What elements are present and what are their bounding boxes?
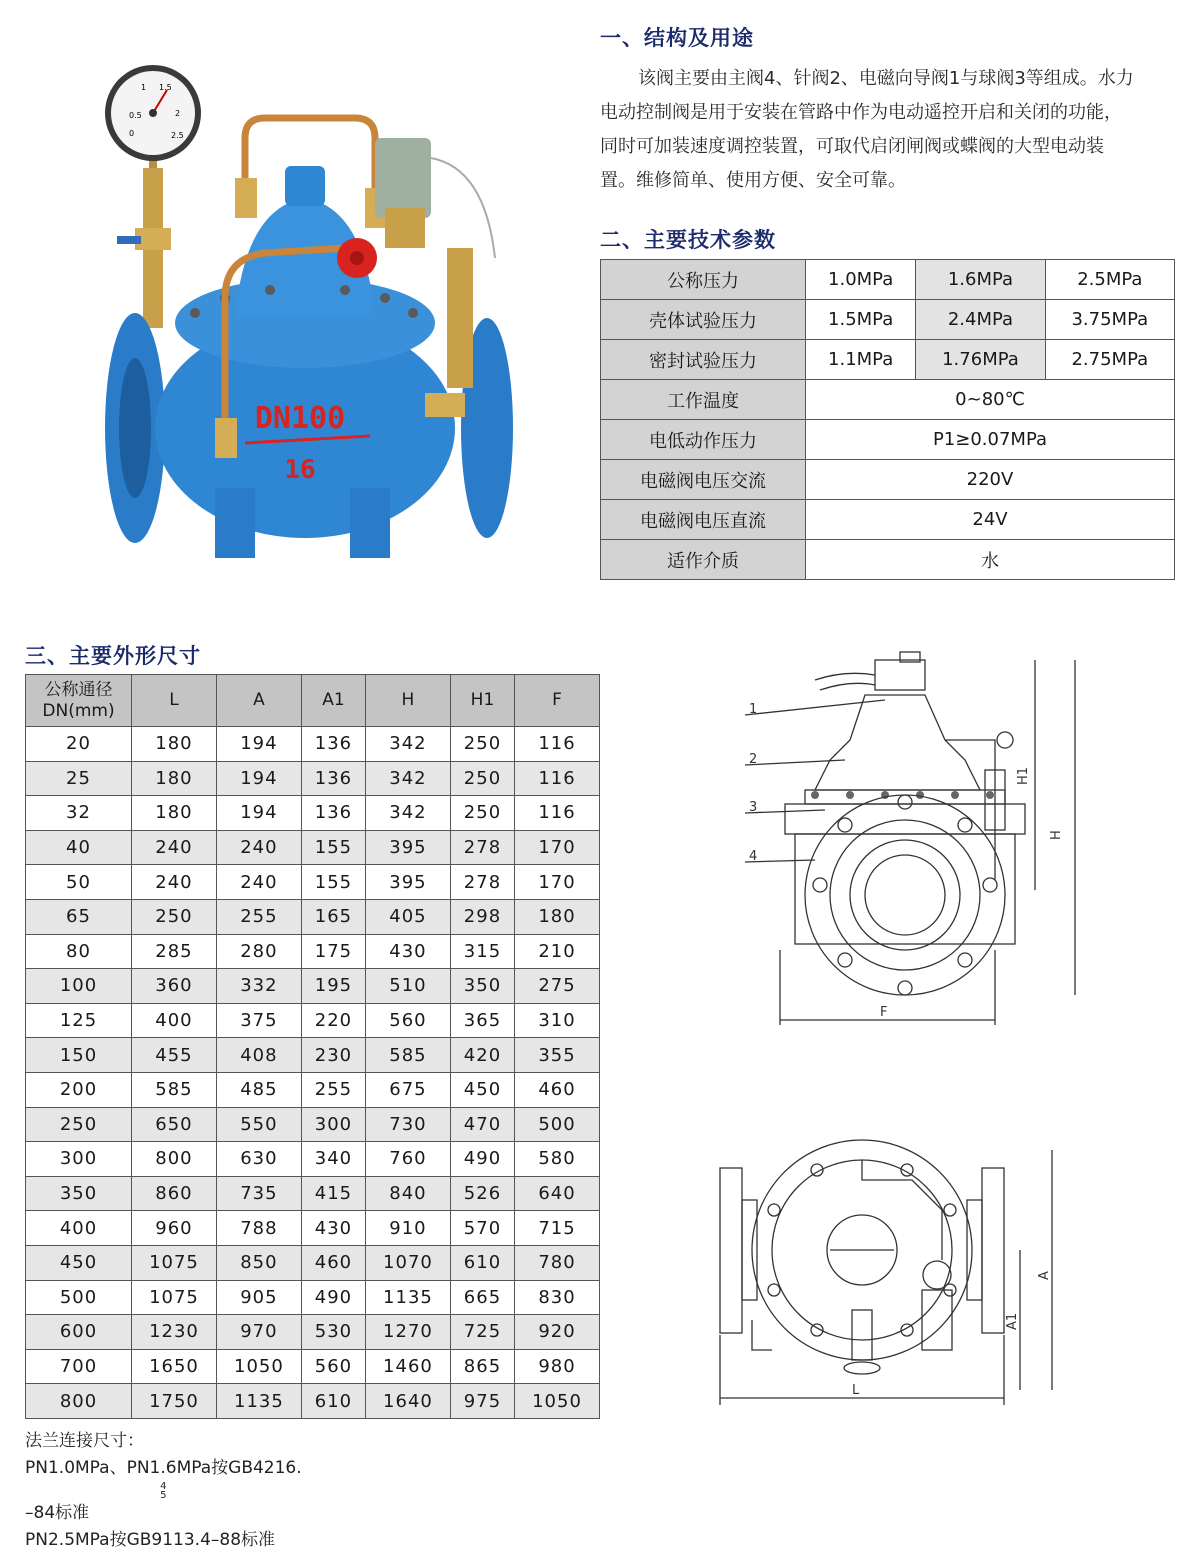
- table-header-row: [26, 675, 600, 727]
- casting-size-label: DN100: [254, 401, 346, 436]
- table-row: [601, 380, 1175, 420]
- table-cell: 450: [450, 1072, 514, 1107]
- svg-text:2.5: 2.5: [171, 131, 184, 140]
- table-cell: 水: [806, 540, 1175, 580]
- dn-cell: 350: [26, 1176, 132, 1211]
- table-cell: 342: [365, 761, 450, 796]
- table-cell: 910: [365, 1211, 450, 1246]
- dn-cell: 20: [26, 727, 132, 762]
- table-cell: 1650: [132, 1349, 217, 1384]
- table-row: [26, 1142, 600, 1177]
- table-cell: 220V: [806, 460, 1175, 500]
- dim-a: A: [1037, 1271, 1052, 1280]
- paragraph-line: 置。维修简单、使用方便、安全可靠。: [600, 170, 906, 191]
- valve-photo: [95, 58, 515, 568]
- header-dn-line2: DN(mm): [42, 700, 115, 721]
- callout-1: 1: [749, 702, 758, 717]
- table-cell: 250: [450, 796, 514, 831]
- row-label: 电磁阀电压直流: [601, 500, 806, 540]
- header-h: H: [365, 675, 450, 727]
- table-cell: 340: [301, 1142, 365, 1177]
- table-cell: 175: [301, 934, 365, 969]
- table-cell: 905: [216, 1280, 301, 1315]
- table-cell: 640: [515, 1176, 600, 1211]
- table-cell: 460: [515, 1072, 600, 1107]
- dn-cell: 80: [26, 934, 132, 969]
- table-cell: 570: [450, 1211, 514, 1246]
- dn-cell: 25: [26, 761, 132, 796]
- header-dn: [26, 675, 132, 727]
- table-cell: 255: [216, 899, 301, 934]
- dim-l: L: [852, 1383, 860, 1398]
- table-cell: 360: [132, 969, 217, 1004]
- table-cell: 310: [515, 1003, 600, 1038]
- table-cell: 180: [132, 796, 217, 831]
- table-cell: 1070: [365, 1245, 450, 1280]
- dn-cell: 100: [26, 969, 132, 1004]
- table-cell: 240: [216, 830, 301, 865]
- table-cell: 830: [515, 1280, 600, 1315]
- dn-cell: 200: [26, 1072, 132, 1107]
- table-cell: 155: [301, 865, 365, 900]
- svg-text:1.5: 1.5: [159, 83, 172, 92]
- table-row: [26, 727, 600, 762]
- dn-cell: 50: [26, 865, 132, 900]
- table-cell: 550: [216, 1107, 301, 1142]
- table-cell: 230: [301, 1038, 365, 1073]
- table-cell: 1460: [365, 1349, 450, 1384]
- row-label: 电低动作压力: [601, 420, 806, 460]
- table-cell: 24V: [806, 500, 1175, 540]
- table-cell: 116: [515, 761, 600, 796]
- table-cell: 116: [515, 727, 600, 762]
- table-cell: 250: [450, 761, 514, 796]
- table-cell: 800: [132, 1142, 217, 1177]
- table-cell: 580: [515, 1142, 600, 1177]
- row-label: 适作介质: [601, 540, 806, 580]
- table-cell: 332: [216, 969, 301, 1004]
- table-cell: 0~80℃: [806, 380, 1175, 420]
- callout-3: 3: [749, 800, 758, 815]
- table-cell: 980: [515, 1349, 600, 1384]
- callout-4: 4: [749, 849, 758, 864]
- table-row: [26, 1349, 600, 1384]
- table-row: [601, 300, 1175, 340]
- table-row: [601, 420, 1175, 460]
- table-cell: 500: [515, 1107, 600, 1142]
- table-row: [26, 865, 600, 900]
- front-elevation-drawing: [735, 650, 1090, 1030]
- table-cell: 1135: [216, 1384, 301, 1419]
- table-cell: 240: [216, 865, 301, 900]
- dn-cell: 65: [26, 899, 132, 934]
- table-cell: 136: [301, 727, 365, 762]
- table-cell: 1.1MPa: [806, 340, 916, 380]
- table-cell: 180: [515, 899, 600, 934]
- table-cell: 2.4MPa: [916, 300, 1045, 340]
- table-cell: 1050: [216, 1349, 301, 1384]
- table-cell: 395: [365, 830, 450, 865]
- dn-cell: 250: [26, 1107, 132, 1142]
- dn-cell: 500: [26, 1280, 132, 1315]
- table-cell: 780: [515, 1245, 600, 1280]
- table-cell: 530: [301, 1315, 365, 1350]
- table-cell: 1750: [132, 1384, 217, 1419]
- section3-title: 三、主要外形尺寸: [25, 644, 201, 668]
- table-cell: 350: [450, 969, 514, 1004]
- table-cell: 278: [450, 830, 514, 865]
- dn-cell: 800: [26, 1384, 132, 1419]
- table-row: [26, 1280, 600, 1315]
- table-row: [26, 796, 600, 831]
- table-cell: 840: [365, 1176, 450, 1211]
- header-h1: H1: [450, 675, 514, 727]
- table-cell: 1270: [365, 1315, 450, 1350]
- table-cell: 165: [301, 899, 365, 934]
- table-row: [26, 1038, 600, 1073]
- section1-title: 一、结构及用途: [600, 26, 754, 50]
- table-row: [26, 969, 600, 1004]
- table-cell: 610: [450, 1245, 514, 1280]
- table-row: [26, 830, 600, 865]
- table-cell: 170: [515, 865, 600, 900]
- table-cell: 220: [301, 1003, 365, 1038]
- dn-cell: 700: [26, 1349, 132, 1384]
- table-cell: 610: [301, 1384, 365, 1419]
- table-cell: 405: [365, 899, 450, 934]
- table-cell: 420: [450, 1038, 514, 1073]
- table-cell: 298: [450, 899, 514, 934]
- note-line: PN2.5MPa按GB9113.4–88标准: [25, 1530, 276, 1550]
- header-f: F: [515, 675, 600, 727]
- table-cell: 210: [515, 934, 600, 969]
- table-cell: 730: [365, 1107, 450, 1142]
- table-cell: 278: [450, 865, 514, 900]
- table-cell: 860: [132, 1176, 217, 1211]
- table-cell: 585: [132, 1072, 217, 1107]
- table-cell: 240: [132, 865, 217, 900]
- table-cell: 365: [450, 1003, 514, 1038]
- table-cell: 180: [132, 761, 217, 796]
- table-cell: 155: [301, 830, 365, 865]
- table-cell: 1640: [365, 1384, 450, 1419]
- table-cell: 2.5MPa: [1045, 260, 1174, 300]
- dn-cell: 450: [26, 1245, 132, 1280]
- table-cell: 760: [365, 1142, 450, 1177]
- table-cell: 3.75MPa: [1045, 300, 1174, 340]
- dim-a1: A1: [1005, 1312, 1020, 1330]
- table-cell: 250: [132, 899, 217, 934]
- table-cell: 1075: [132, 1280, 217, 1315]
- table-cell: 460: [301, 1245, 365, 1280]
- table-cell: 395: [365, 865, 450, 900]
- table-row: [26, 1211, 600, 1246]
- dim-h: H: [1049, 830, 1064, 840]
- table-cell: 455: [132, 1038, 217, 1073]
- table-cell: 170: [515, 830, 600, 865]
- table-cell: 275: [515, 969, 600, 1004]
- flange-notes: [25, 1428, 302, 1554]
- table-cell: 136: [301, 761, 365, 796]
- table-cell: 180: [132, 727, 217, 762]
- table-row: [26, 1003, 600, 1038]
- svg-text:1: 1: [141, 83, 147, 92]
- table-cell: 136: [301, 796, 365, 831]
- section2-title: 二、主要技术参数: [600, 228, 776, 252]
- table-cell: 725: [450, 1315, 514, 1350]
- table-cell: 116: [515, 796, 600, 831]
- paragraph-line: 同时可加装速度调控装置，可取代启闭闸阀或蝶阀的大型电动装: [600, 136, 1104, 157]
- table-row: [601, 460, 1175, 500]
- paragraph-line: 该阀主要由主阀4、针阀2、电磁向导阀1与球阀3等组成。水力: [638, 68, 1134, 89]
- table-cell: 1.6MPa: [916, 260, 1045, 300]
- table-cell: 285: [132, 934, 217, 969]
- table-cell: 194: [216, 727, 301, 762]
- table-cell: 470: [450, 1107, 514, 1142]
- table-cell: 375: [216, 1003, 301, 1038]
- table-cell: 195: [301, 969, 365, 1004]
- top-plan-drawing: [712, 1140, 1067, 1415]
- table-cell: 1050: [515, 1384, 600, 1419]
- table-cell: 560: [365, 1003, 450, 1038]
- table-cell: 430: [365, 934, 450, 969]
- table-cell: 960: [132, 1211, 217, 1246]
- row-label: 公称压力: [601, 260, 806, 300]
- paragraph-line: 电动控制阀是用于安装在管路中作为电动遥控开启和关闭的功能，: [600, 102, 1122, 123]
- solenoid-icon: [375, 138, 495, 258]
- table-cell: 1230: [132, 1315, 217, 1350]
- callout-2: 2: [749, 752, 758, 767]
- note-line: 法兰连接尺寸：: [25, 1431, 144, 1451]
- table-row: [26, 1245, 600, 1280]
- table-cell: 1.5MPa: [806, 300, 916, 340]
- table-cell: 280: [216, 934, 301, 969]
- table-cell: 408: [216, 1038, 301, 1073]
- table-cell: 1.76MPa: [916, 340, 1045, 380]
- dn-cell: 400: [26, 1211, 132, 1246]
- dn-cell: 32: [26, 796, 132, 831]
- row-label: 工作温度: [601, 380, 806, 420]
- table-row: [26, 1072, 600, 1107]
- table-cell: 735: [216, 1176, 301, 1211]
- table-cell: 430: [301, 1211, 365, 1246]
- fraction: 4 5: [160, 1481, 167, 1501]
- table-row: [601, 540, 1175, 580]
- table-cell: P1≥0.07MPa: [806, 420, 1175, 460]
- table-cell: 975: [450, 1384, 514, 1419]
- row-label: 电磁阀电压交流: [601, 460, 806, 500]
- section1-paragraph: [600, 62, 1178, 198]
- row-label: 密封试验压力: [601, 340, 806, 380]
- table-cell: 255: [301, 1072, 365, 1107]
- table-cell: 400: [132, 1003, 217, 1038]
- header-a: A: [216, 675, 301, 727]
- dn-cell: 300: [26, 1142, 132, 1177]
- table-cell: 865: [450, 1349, 514, 1384]
- table-row: [26, 934, 600, 969]
- table-row: [26, 1315, 600, 1350]
- table-cell: 788: [216, 1211, 301, 1246]
- table-cell: 2.75MPa: [1045, 340, 1174, 380]
- dimensions-table: [25, 674, 600, 1419]
- table-cell: 850: [216, 1245, 301, 1280]
- table-row: [26, 1107, 600, 1142]
- table-row: [601, 340, 1175, 380]
- table-cell: 300: [301, 1107, 365, 1142]
- svg-text:0.5: 0.5: [129, 111, 142, 120]
- table-cell: 194: [216, 761, 301, 796]
- table-cell: 1135: [365, 1280, 450, 1315]
- table-cell: 490: [301, 1280, 365, 1315]
- table-cell: 415: [301, 1176, 365, 1211]
- table-cell: 355: [515, 1038, 600, 1073]
- table-cell: 342: [365, 796, 450, 831]
- table-cell: 526: [450, 1176, 514, 1211]
- dn-cell: 125: [26, 1003, 132, 1038]
- table-cell: 250: [450, 727, 514, 762]
- table-row: [601, 260, 1175, 300]
- svg-text:0: 0: [129, 129, 135, 138]
- dn-cell: 600: [26, 1315, 132, 1350]
- table-cell: 240: [132, 830, 217, 865]
- table-cell: 490: [450, 1142, 514, 1177]
- table-cell: 675: [365, 1072, 450, 1107]
- svg-text:2: 2: [175, 109, 181, 118]
- table-row: [26, 899, 600, 934]
- table-cell: 630: [216, 1142, 301, 1177]
- table-cell: 510: [365, 969, 450, 1004]
- table-cell: 1.0MPa: [806, 260, 916, 300]
- table-cell: 560: [301, 1349, 365, 1384]
- table-row: [601, 500, 1175, 540]
- table-cell: 715: [515, 1211, 600, 1246]
- row-label: 壳体试验压力: [601, 300, 806, 340]
- table-cell: 485: [216, 1072, 301, 1107]
- table-row: [26, 761, 600, 796]
- tech-params-table: [600, 259, 1175, 580]
- dn-cell: 150: [26, 1038, 132, 1073]
- table-cell: 342: [365, 727, 450, 762]
- dim-h1: H1: [1016, 766, 1031, 785]
- dn-cell: 40: [26, 830, 132, 865]
- table-row: [26, 1176, 600, 1211]
- table-row: [26, 1384, 600, 1419]
- table-cell: 665: [450, 1280, 514, 1315]
- table-cell: 920: [515, 1315, 600, 1350]
- note-line: PN1.0MPa、PN1.6MPa按GB4216. 4 5 –84标准: [25, 1458, 302, 1523]
- table-cell: 1075: [132, 1245, 217, 1280]
- table-cell: 970: [216, 1315, 301, 1350]
- table-cell: 585: [365, 1038, 450, 1073]
- table-cell: 315: [450, 934, 514, 969]
- table-cell: 650: [132, 1107, 217, 1142]
- header-l: L: [132, 675, 217, 727]
- header-a1: A1: [301, 675, 365, 727]
- handwheel-icon: [337, 238, 377, 278]
- casting-pressure-label: 16: [284, 455, 316, 485]
- table-cell: 194: [216, 796, 301, 831]
- dim-f: F: [880, 1005, 888, 1020]
- header-dn-line1: 公称通径: [44, 679, 113, 700]
